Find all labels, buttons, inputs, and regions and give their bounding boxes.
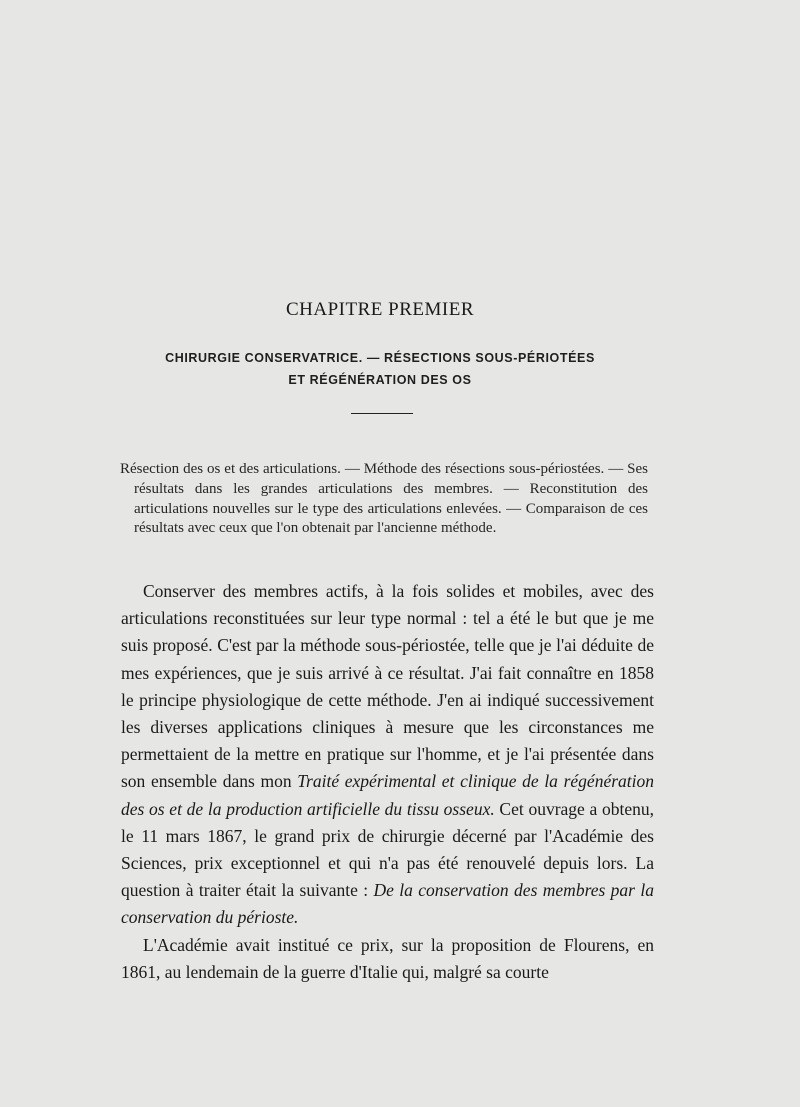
paragraph-1 bbox=[121, 578, 654, 932]
chapter-subtitle-line-2: ET RÉGÉNÉRATION DES OS bbox=[288, 373, 472, 387]
chapter-subtitle-line-1: CHIRURGIE CONSERVATRICE. — RÉSECTIONS SOUS-PÉRIOTÉES bbox=[165, 351, 595, 365]
chapter-summary bbox=[120, 460, 648, 539]
prize-question-italic: De la conservation des membres par la conservation du périoste. bbox=[121, 880, 654, 928]
book-title-italic: Traité expérimental et clinique de la régénération des os et de la production artificielle du tissu osseux. bbox=[121, 771, 655, 819]
chapter-title: CHAPITRE PREMIER bbox=[286, 299, 474, 320]
body-text bbox=[121, 578, 654, 986]
paragraph-1-text-b: Cet ouvrage a obtenu, le 11 mars 1867, le grand prix de chirurgie décerné par l'Académie des Sciences, prix exceptionnel et qui n'a pas été renouvelé depuis lors. La question à traiter était la suivante : bbox=[121, 798, 654, 901]
section-divider bbox=[351, 413, 413, 414]
paragraph-2: L'Académie avait institué ce prix, sur la proposition de Flourens, en 1861, au lendemain de la guerre d'Italie qui, malgré sa courte bbox=[121, 934, 654, 982]
summary-text: Résection des os et des articulations. — Méthode des résections sous-périostées. — Ses résultats dans les grandes articulations des membres. — Reconstitution des articulations nouvelles sur le type des articulations enlevées. — Comparaison de ces résultats avec ceux que l'on obtenait par l'ancienne méthode. bbox=[120, 461, 648, 537]
paragraph-1-text-a: Conserver des membres actifs, à la fois solides et mobiles, avec des articulations reconstituées sur leur type normal : tel a été le but que je me suis proposé. C'est par la méthode sous-périostée, telle que je l'ai déduite de mes expériences, que je suis arrivé à ce résultat. J'ai fait connaître en 1858 le principe physiologique de cette méthode. J'en ai indiqué successivement les diverses applications cliniques à mesure que les circonstances me permettaient de la mettre en pratique sur l'homme, et je l'ai présentée dans son ensemble dans mon bbox=[121, 581, 654, 792]
